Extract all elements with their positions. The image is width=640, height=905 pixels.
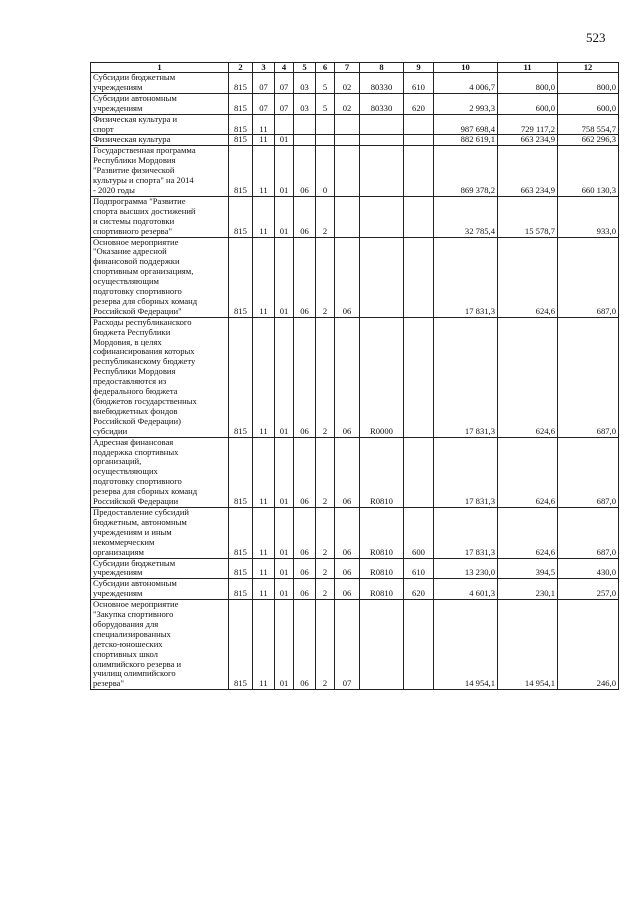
subprogram-code-cell: 5 <box>316 93 335 114</box>
program-code-cell: 06 <box>294 437 316 507</box>
amount-year3-cell: 257,0 <box>558 579 619 600</box>
target-article-cell: R0000 <box>360 317 404 437</box>
column-header: 8 <box>360 63 404 73</box>
amount-year3-cell: 933,0 <box>558 196 619 237</box>
expense-type-cell: 610 <box>404 558 434 579</box>
table-row <box>91 579 619 600</box>
activity-code-cell: 02 <box>335 73 360 94</box>
amount-year2-cell: 663 234,9 <box>498 135 558 146</box>
expense-type-cell <box>404 114 434 135</box>
amount-year3-cell: 660 130,3 <box>558 146 619 197</box>
program-code-cell: 06 <box>294 507 316 558</box>
expense-type-cell <box>404 146 434 197</box>
subsection-code-cell: 01 <box>275 135 294 146</box>
expense-type-cell: 620 <box>404 579 434 600</box>
row-name-cell: Государственная программа Республики Мордовия "Развитие физической культуры и спорта" на 2014 - 2020 годы <box>91 146 229 197</box>
row-name-cell: Физическая культура и спорт <box>91 114 229 135</box>
program-code-cell: 06 <box>294 237 316 317</box>
section-code-cell: 11 <box>253 507 275 558</box>
program-code-cell: 06 <box>294 317 316 437</box>
subsection-code-cell: 01 <box>275 317 294 437</box>
target-article-cell <box>360 135 404 146</box>
subsection-code-cell: 01 <box>275 600 294 690</box>
amount-year3-cell: 687,0 <box>558 507 619 558</box>
section-code-cell: 07 <box>253 73 275 94</box>
amount-year2-cell: 14 954,1 <box>498 600 558 690</box>
row-name-cell: Расходы республиканского бюджета Республики Мордовия, в целях софинансирования которых республиканскому бюджету Республики Мордовия предоставляются из федерального бюджета (бюджетов государственных внебюджетных фондов Российской Федерации) субсидии <box>91 317 229 437</box>
section-code-cell: 11 <box>253 317 275 437</box>
table-row <box>91 237 619 317</box>
program-code-cell: 03 <box>294 93 316 114</box>
amount-year1-cell: 987 698,4 <box>434 114 498 135</box>
subprogram-code-cell: 2 <box>316 558 335 579</box>
program-code-cell: 06 <box>294 146 316 197</box>
row-name-cell: Основное мероприятие "Оказание адресной финансовой поддержки спортивным организациям, осуществляющим подготовку спортивного резерва для сборных команд Российской Федерации" <box>91 237 229 317</box>
amount-year3-cell: 246,0 <box>558 600 619 690</box>
column-header: 10 <box>434 63 498 73</box>
ministry-code-cell: 815 <box>229 93 253 114</box>
row-name-cell: Субсидии автономным учреждениям <box>91 579 229 600</box>
amount-year1-cell: 4 006,7 <box>434 73 498 94</box>
ministry-code-cell: 815 <box>229 558 253 579</box>
amount-year3-cell: 600,0 <box>558 93 619 114</box>
table-row <box>91 600 619 690</box>
program-code-cell: 03 <box>294 73 316 94</box>
expense-type-cell: 620 <box>404 93 434 114</box>
amount-year1-cell: 32 785,4 <box>434 196 498 237</box>
column-header: 1 <box>91 63 229 73</box>
amount-year2-cell: 800,0 <box>498 73 558 94</box>
subprogram-code-cell: 2 <box>316 437 335 507</box>
activity-code-cell: 06 <box>335 437 360 507</box>
budget-table <box>90 62 619 690</box>
subprogram-code-cell: 2 <box>316 600 335 690</box>
target-article-cell: 80330 <box>360 93 404 114</box>
table-row <box>91 135 619 146</box>
amount-year3-cell: 687,0 <box>558 237 619 317</box>
amount-year2-cell: 663 234,9 <box>498 146 558 197</box>
expense-type-cell <box>404 600 434 690</box>
column-header: 11 <box>498 63 558 73</box>
table-row <box>91 114 619 135</box>
subsection-code-cell: 01 <box>275 507 294 558</box>
amount-year1-cell: 4 601,3 <box>434 579 498 600</box>
expense-type-cell: 600 <box>404 507 434 558</box>
subsection-code-cell: 01 <box>275 437 294 507</box>
row-name-cell: Субсидии автономным учреждениям <box>91 93 229 114</box>
target-article-cell: R0810 <box>360 437 404 507</box>
activity-code-cell: 06 <box>335 558 360 579</box>
subsection-code-cell: 07 <box>275 73 294 94</box>
activity-code-cell <box>335 135 360 146</box>
amount-year2-cell: 729 117,2 <box>498 114 558 135</box>
subprogram-code-cell: 0 <box>316 146 335 197</box>
ministry-code-cell: 815 <box>229 237 253 317</box>
table-row <box>91 558 619 579</box>
subprogram-code-cell: 2 <box>316 507 335 558</box>
ministry-code-cell: 815 <box>229 196 253 237</box>
ministry-code-cell: 815 <box>229 507 253 558</box>
table-row <box>91 317 619 437</box>
row-name-cell: Основное мероприятие "Закупка спортивного оборудования для специализированных детско-юношеских спортивных школ олимпийского резерва и училищ олимпийского резерва" <box>91 600 229 690</box>
amount-year2-cell: 624,6 <box>498 237 558 317</box>
table-row <box>91 146 619 197</box>
section-code-cell: 11 <box>253 114 275 135</box>
row-name-cell: Физическая культура <box>91 135 229 146</box>
column-header: 6 <box>316 63 335 73</box>
amount-year3-cell: 687,0 <box>558 317 619 437</box>
target-article-cell: R0810 <box>360 558 404 579</box>
target-article-cell: R0810 <box>360 579 404 600</box>
amount-year1-cell: 14 954,1 <box>434 600 498 690</box>
program-code-cell: 06 <box>294 196 316 237</box>
target-article-cell <box>360 237 404 317</box>
amount-year3-cell: 800,0 <box>558 73 619 94</box>
amount-year1-cell: 17 831,3 <box>434 237 498 317</box>
activity-code-cell: 07 <box>335 600 360 690</box>
section-code-cell: 11 <box>253 558 275 579</box>
ministry-code-cell: 815 <box>229 146 253 197</box>
subsection-code-cell: 07 <box>275 93 294 114</box>
expense-type-cell <box>404 317 434 437</box>
target-article-cell: 80330 <box>360 73 404 94</box>
target-article-cell <box>360 600 404 690</box>
subprogram-code-cell: 5 <box>316 73 335 94</box>
target-article-cell <box>360 196 404 237</box>
activity-code-cell: 06 <box>335 317 360 437</box>
column-header: 5 <box>294 63 316 73</box>
table-row <box>91 196 619 237</box>
row-name-cell: Предоставление субсидий бюджетным, автономным учреждениям и иным некоммерческим организациям <box>91 507 229 558</box>
expense-type-cell <box>404 237 434 317</box>
column-header: 7 <box>335 63 360 73</box>
activity-code-cell <box>335 196 360 237</box>
subsection-code-cell: 01 <box>275 558 294 579</box>
table-body <box>91 73 619 690</box>
program-code-cell: 06 <box>294 558 316 579</box>
ministry-code-cell: 815 <box>229 600 253 690</box>
subprogram-code-cell: 2 <box>316 317 335 437</box>
expense-type-cell <box>404 135 434 146</box>
activity-code-cell: 06 <box>335 579 360 600</box>
amount-year3-cell: 430,0 <box>558 558 619 579</box>
subprogram-code-cell: 2 <box>316 196 335 237</box>
subprogram-code-cell: 2 <box>316 237 335 317</box>
activity-code-cell: 06 <box>335 507 360 558</box>
target-article-cell: R0810 <box>360 507 404 558</box>
page-number: 523 <box>586 30 606 45</box>
header-row <box>91 63 619 73</box>
amount-year3-cell: 687,0 <box>558 437 619 507</box>
ministry-code-cell: 815 <box>229 317 253 437</box>
column-header: 12 <box>558 63 619 73</box>
subsection-code-cell: 01 <box>275 237 294 317</box>
amount-year2-cell: 624,6 <box>498 317 558 437</box>
amount-year1-cell: 17 831,3 <box>434 317 498 437</box>
row-name-cell: Субсидии бюджетным учреждениям <box>91 558 229 579</box>
row-name-cell: Субсидии бюджетным учреждениям <box>91 73 229 94</box>
ministry-code-cell: 815 <box>229 114 253 135</box>
row-name-cell: Адресная финансовая поддержка спортивных организаций, осуществляющих подготовку спортивного резерва для сборных команд Российской Федерации <box>91 437 229 507</box>
column-header: 4 <box>275 63 294 73</box>
subsection-code-cell: 01 <box>275 579 294 600</box>
section-code-cell: 11 <box>253 237 275 317</box>
subprogram-code-cell: 2 <box>316 579 335 600</box>
ministry-code-cell: 815 <box>229 135 253 146</box>
subsection-code-cell: 01 <box>275 146 294 197</box>
table-row <box>91 507 619 558</box>
amount-year2-cell: 394,5 <box>498 558 558 579</box>
section-code-cell: 11 <box>253 135 275 146</box>
program-code-cell: 06 <box>294 600 316 690</box>
amount-year1-cell: 17 831,3 <box>434 437 498 507</box>
amount-year2-cell: 230,1 <box>498 579 558 600</box>
program-code-cell <box>294 135 316 146</box>
table-row <box>91 73 619 94</box>
subprogram-code-cell <box>316 135 335 146</box>
amount-year1-cell: 2 993,3 <box>434 93 498 114</box>
activity-code-cell: 02 <box>335 93 360 114</box>
table-row <box>91 437 619 507</box>
ministry-code-cell: 815 <box>229 73 253 94</box>
section-code-cell: 11 <box>253 437 275 507</box>
expense-type-cell <box>404 437 434 507</box>
subsection-code-cell <box>275 114 294 135</box>
amount-year1-cell: 13 230,0 <box>434 558 498 579</box>
expense-type-cell: 610 <box>404 73 434 94</box>
subprogram-code-cell <box>316 114 335 135</box>
row-name-cell: Подпрограмма "Развитие спорта высших достижений и системы подготовки спортивного резерва" <box>91 196 229 237</box>
amount-year2-cell: 600,0 <box>498 93 558 114</box>
section-code-cell: 11 <box>253 146 275 197</box>
amount-year2-cell: 15 578,7 <box>498 196 558 237</box>
ministry-code-cell: 815 <box>229 437 253 507</box>
amount-year2-cell: 624,6 <box>498 437 558 507</box>
amount-year1-cell: 869 378,2 <box>434 146 498 197</box>
section-code-cell: 11 <box>253 579 275 600</box>
amount-year1-cell: 17 831,3 <box>434 507 498 558</box>
table-row <box>91 93 619 114</box>
column-header: 2 <box>229 63 253 73</box>
target-article-cell <box>360 114 404 135</box>
amount-year2-cell: 624,6 <box>498 507 558 558</box>
expense-type-cell <box>404 196 434 237</box>
amount-year3-cell: 662 296,3 <box>558 135 619 146</box>
ministry-code-cell: 815 <box>229 579 253 600</box>
section-code-cell: 11 <box>253 600 275 690</box>
program-code-cell: 06 <box>294 579 316 600</box>
activity-code-cell <box>335 114 360 135</box>
activity-code-cell: 06 <box>335 237 360 317</box>
subsection-code-cell: 01 <box>275 196 294 237</box>
activity-code-cell <box>335 146 360 197</box>
amount-year3-cell: 758 554,7 <box>558 114 619 135</box>
program-code-cell <box>294 114 316 135</box>
column-header: 9 <box>404 63 434 73</box>
amount-year1-cell: 882 619,1 <box>434 135 498 146</box>
section-code-cell: 07 <box>253 93 275 114</box>
section-code-cell: 11 <box>253 196 275 237</box>
target-article-cell <box>360 146 404 197</box>
column-header: 3 <box>253 63 275 73</box>
